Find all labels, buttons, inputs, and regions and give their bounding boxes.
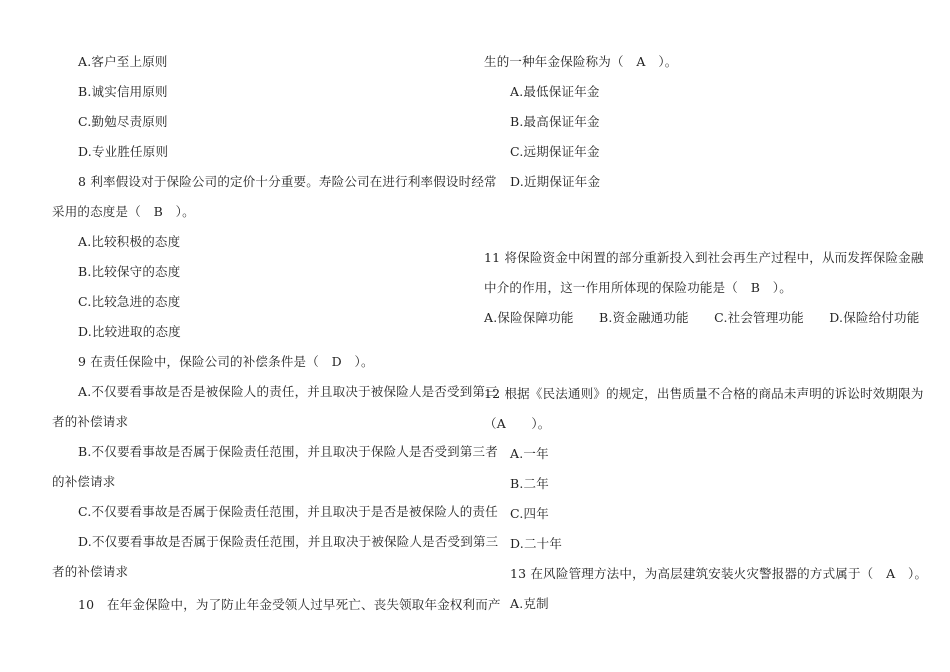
option-d-q12: D.二十年 <box>510 536 563 551</box>
option-a-q9-line-1: A.不仅要看事故是否是被保险人的责任，并且取决于被保险人是否受到第三 <box>78 384 498 399</box>
option-d-q8: D.比较进取的态度 <box>78 324 181 339</box>
option-c-q12: C.四年 <box>510 506 549 521</box>
option-d-q10: D.近期保证年金 <box>510 174 601 189</box>
question-8-line-2: 采用的态度是（ B ）。 <box>52 204 195 219</box>
question-12-line-1: 12 根据《民法通则》的规定，出售质量不合格的商品未声明的诉讼时效期限为 <box>484 386 924 401</box>
option-a-q12: A.一年 <box>510 446 549 461</box>
option-c-q10: C.远期保证年金 <box>510 144 600 159</box>
option-d-q9-line-2: 者的补偿请求 <box>52 564 129 579</box>
option-c-q8: C.比较急进的态度 <box>78 294 181 309</box>
question-11-line-1: 11 将保险资金中闲置的部分重新投入到社会再生产过程中，从而发挥保险金融 <box>484 250 924 265</box>
question-12-line-2: （A ）。 <box>484 416 551 431</box>
option-d-q9-line-1: D.不仅要看事故是否属于保险责任范围，并且取决于被保险人是否受到第三 <box>78 534 499 549</box>
option-a-q13: A.克制 <box>510 596 549 611</box>
option-b-q12: B.二年 <box>510 476 549 491</box>
options-q11: A.保险保障功能 B.资金融通功能 C.社会管理功能 D.保险给付功能 <box>484 310 920 325</box>
option-a-q7: A.客户至上原则 <box>78 54 168 69</box>
option-b-q9-line-1: B.不仅要看事故是否属于保险责任范围，并且取决于保险人是否受到第三者 <box>78 444 498 459</box>
question-9: 9 在责任保险中，保险公司的补偿条件是（ D ）。 <box>78 354 374 369</box>
question-10-line-1: 10 在年金保险中，为了防止年金受领人过早死亡、丧失领取年金权利而产 <box>78 597 501 612</box>
option-b-q10: B.最高保证年金 <box>510 114 600 129</box>
option-b-q9-line-2: 的补偿请求 <box>52 474 116 489</box>
option-b-q8: B.比较保守的态度 <box>78 264 181 279</box>
option-a-q10: A.最低保证年金 <box>510 84 600 99</box>
option-d-q7: D.专业胜任原则 <box>78 144 169 159</box>
question-11-line-2: 中介的作用，这一作用所体现的保险功能是（ B ）。 <box>484 280 792 295</box>
option-a-q8: A.比较积极的态度 <box>78 234 181 249</box>
question-13: 13 在风险管理方法中，为高层建筑安装火灾警报器的方式属于（ A ）。 <box>510 566 928 581</box>
option-b-q7: B.诚实信用原则 <box>78 84 168 99</box>
question-10-line-2: 生的一种年金保险称为（ A ）。 <box>484 54 678 69</box>
question-8-line-1: 8 利率假设对于保险公司的定价十分重要。寿险公司在进行利率假设时经常 <box>78 174 497 189</box>
option-c-q9: C.不仅要看事故是否属于保险责任范围，并且取决于是否是被保险人的责任 <box>78 504 498 519</box>
option-c-q7: C.勤勉尽责原则 <box>78 114 168 129</box>
option-a-q9-line-2: 者的补偿请求 <box>52 414 129 429</box>
